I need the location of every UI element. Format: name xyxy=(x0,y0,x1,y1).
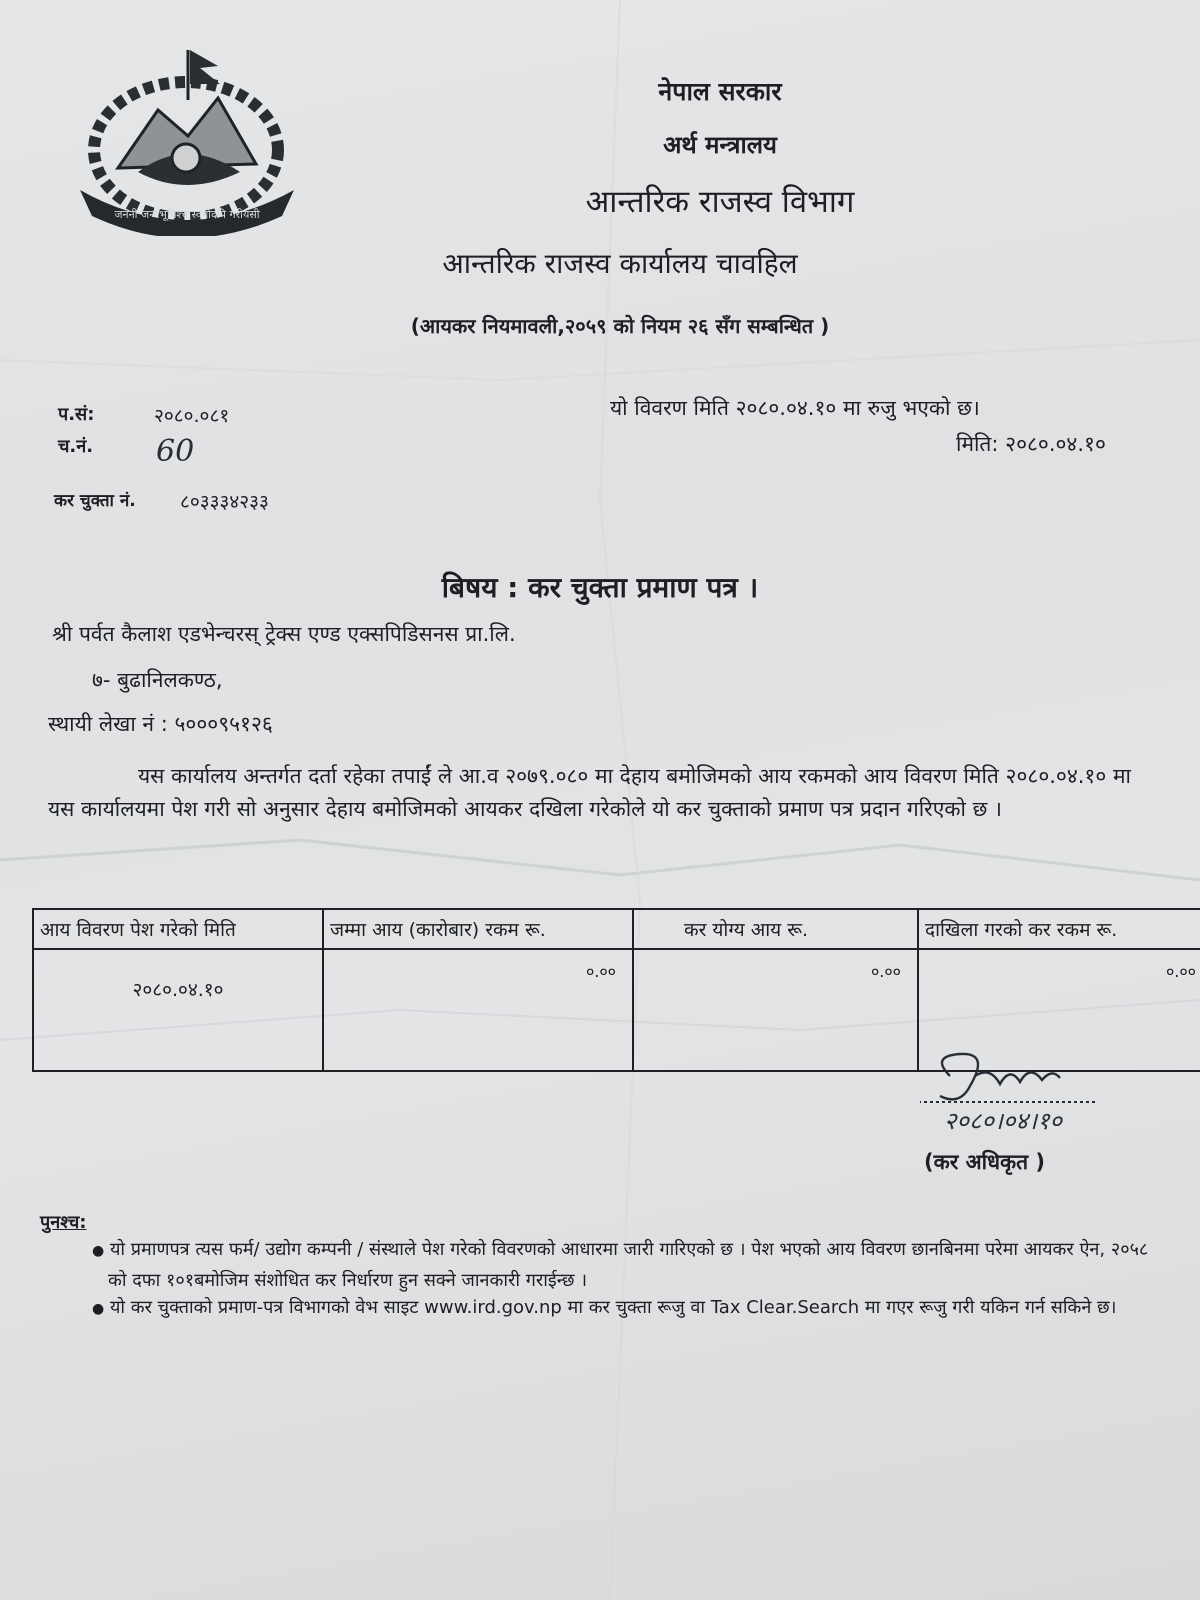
note-text: यो कर चुक्ताको प्रमाण-पत्र विभागको वेभ साइट www.ird.gov.np मा कर चुक्ता रूजु वा Tax Clear.Search मा गएर रूजु गरी यकिन गर्न सकिने छ। xyxy=(109,1297,1117,1318)
cert-number-value: ८०३३३४२३३ xyxy=(180,491,269,513)
addressee-address: ७- बुढानिलकण्ठ, xyxy=(92,668,223,692)
addressee-name: श्री पर्वत कैलाश एडभेन्चरस् ट्रेक्स एण्ड एक्सपिडिसनस प्रा.लि. xyxy=(52,622,516,646)
subject-line: बिषय : कर चुक्ता प्रमाण पत्र । xyxy=(441,571,759,604)
cn-value: 60 xyxy=(156,434,195,469)
letterhead-government: नेपाल सरकार xyxy=(658,77,782,106)
col-header-total-income: जम्मा आय (कारोबार) रकम रू. xyxy=(323,909,633,949)
col-header-taxable-income: कर योग्य आय रू. xyxy=(633,909,918,949)
cell-taxable-income: ०.०० xyxy=(633,949,918,1071)
signature-date: २०८०।०४।१० xyxy=(944,1107,1063,1135)
notes-title: पुनश्च: xyxy=(40,1212,87,1233)
note-item xyxy=(40,1235,1170,1295)
note-item xyxy=(40,1293,1170,1324)
cell-filing-date: २०८०.०४.१० xyxy=(33,949,323,1071)
cn-label: च.नं. xyxy=(58,436,94,457)
issue-date: मिति: २०८०.०४.१० xyxy=(956,432,1106,456)
table-header-row xyxy=(33,909,1200,949)
officer-title: (कर अधिकृत ) xyxy=(924,1150,1046,1174)
note-text: यो प्रमाणपत्र त्यस फर्म/ उद्योग कम्पनी / संस्थाले पेश गरेको विवरणको आधारमा जारी गारिएको छ । पेश भएको आय विवरण छानबिनमा परेमा आयकर ऐन, २०५८ को दफा १०१बमोजिम संशोधित कर निर्धारण हुन सक्ने जानकारी गराईन्छ । xyxy=(108,1239,1149,1291)
letterhead-department: आन्तरिक राजस्व विभाग xyxy=(585,184,855,220)
emblem-motto: जननी जन्मभूमिश्च स्वर्गादपि गरीयसी xyxy=(114,208,260,221)
cell-total-income: ०.०० xyxy=(323,949,633,1071)
cell-tax-paid: ०.०० xyxy=(918,949,1200,1071)
notes-section xyxy=(40,1208,1170,1324)
bullet-icon: ● xyxy=(92,1243,105,1259)
bullet-icon: ● xyxy=(92,1301,105,1317)
letterhead-ministry: अर्थ मन्त्रालय xyxy=(663,131,777,159)
cert-number-label: कर चुक्ता नं. xyxy=(54,491,136,511)
certificate-body: यस कार्यालय अन्तर्गत दर्ता रहेका तपाईं ले आ.व २०७९.०८० मा देहाय बमोजिमको आय रकमको आय विवरण मिति २०८०.०४.१० मा यस कार्यालयमा पेश गरी सो अनुसार देहाय बमोजिमको आयकर दखिला गरेकोले यो कर चुक्ताको प्रमाण पत्र प्रदान गरिएको छ । xyxy=(48,764,1131,821)
col-header-filing-date: आय विवरण पेश गरेको मिति xyxy=(33,909,323,949)
ps-value: २०८०.०८१ xyxy=(154,405,230,427)
letterhead-rule-reference: (आयकर नियमावली,२०५९ को नियम २६ सँग सम्बन्धित ) xyxy=(410,314,830,338)
pan-number: स्थायी लेखा नं : ५०००९५१२६ xyxy=(48,712,273,736)
col-header-tax-paid: दाखिला गरको कर रकम रू. xyxy=(918,909,1200,949)
ps-label: प.सं: xyxy=(58,404,95,425)
filed-note: यो विवरण मिति २०८०.०४.१० मा रुजु भएको छ। xyxy=(610,396,980,420)
letterhead-office: आन्तरिक राजस्व कार्यालय चावहिल xyxy=(442,247,798,280)
